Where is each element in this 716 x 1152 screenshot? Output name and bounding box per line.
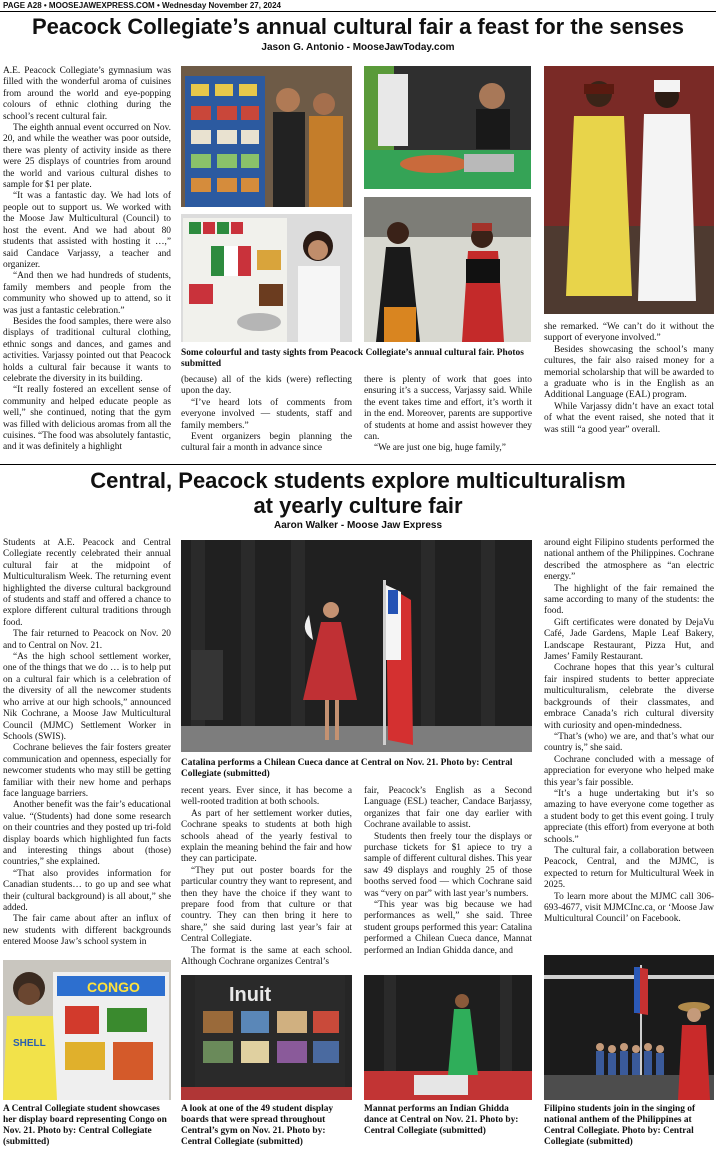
inuit-board-text: Inuit [229,984,272,1006]
photo-dancers [364,197,531,342]
story2-byline: Aaron Walker - Moose Jaw Express [273,520,443,531]
photo-inuit-board [181,975,352,1100]
traditional-clothing-illustration [544,66,714,314]
article-paragraph: she remarked. “We can’t do it without the support of everyone involved.” [544,322,714,344]
main-photo-caption: Catalina performs a Chilean Cueca dance at Central on Nov. 21. Photo by: Central Collegiate (submitted) [181,758,513,779]
article-paragraph: “We are just one big, huge family,” [374,443,506,454]
article-paragraph: Besides showcasing the school’s many cultures, the fair also raised money for a memorial scholarship that will be awarded to a graduate who is in the English as an Additional Language (EAL) program. [544,344,714,401]
article-paragraph: “It’s a huge undertaking but it’s so amazing to have everyone come together as a student body to get this event going. I truly appreciate (this effort) from everyone at both schools.” [544,788,714,845]
mexico-board-illustration [181,214,352,342]
story1-photo-caption: Some colourful and tasty sights from Peacock Collegiate’s annual cultural fair. Photos submitted [181,348,524,369]
article-paragraph: recent years. Ever since, it has become a well-rooted tradition at both schools. [181,786,352,808]
page-folio: PAGE A28 • MOOSEJAWEXPRESS.COM • Wednesday November 27, 2024 [3,1,281,10]
story1-column-4 [544,322,714,457]
article-paragraph: Cochrane hopes that this year’s cultural fair inspired students to better appreciate multiculturalism, celebrate the diverse backgrounds of their classmates, and embrace Canada’s rich cultural diversity with curiosity and open-mindedness. [544,663,714,731]
article-paragraph: there is plenty of work that goes into ensuring it’s a success, Varjassy said. While the event takes time and effort, it’s worth it in the end. Moreover, parents are supportive of students at home and assist however they can. [364,375,532,443]
article-paragraph: “This year was big because we had performances as well,” she said. Three student groups performed this year: Catalina performed a Chilean Cueca dance, Mannat performed an Indian Ghidda dance, and [364,900,532,956]
photo-mexico-board [181,214,352,342]
article-paragraph: The cultural fair, a collaboration between Peacock, Central, and the MJMC, is expected to return for Multicultural Week in 2025. [544,845,714,891]
display-board-illustration [181,66,352,207]
shell-shirt-text: SHELL [13,1038,46,1049]
article-paragraph: While Varjassy didn’t have an exact total of what the event raised, she noted that it was still “a good year” overall. [544,401,714,435]
article-paragraph: “As the high school settlement worker, one of the things that we do … is to help put on a cultural fair which is a celebration of the diversity of all the newcomer students who arrive at our high schools,” announced Nik Cochrane, a Moose Jaw Multicultural Council (MJMC) Settlement Worker in Schools (SWIS). [3,652,171,742]
article-paragraph: Students then freely tour the displays or purchase tickets for $1 apiece to try a sample of different cultural dishes. This year saw 49 displays and roughly 25 of those booths served food — which Cochrane said was “very on par” with last year’s numbers. [364,831,532,899]
story2-headline-line2: at yearly culture fair [253,493,463,518]
inuit-photo-caption: A look at one of the 49 student display boards that were spread throughout Central’s gym on Nov. 21. Photo by: Central Collegiate (submitted) [181,1104,334,1147]
food-table-illustration [364,66,531,189]
photo-traditional-clothing [544,66,714,314]
story2-headline-line1: Central, Peacock students explore multiculturalism [90,468,626,493]
congo-board-text: CONGO [87,979,140,995]
photo-display-board [181,66,352,207]
folio-rule [0,11,716,12]
story1-column-3 [364,375,532,457]
article-paragraph: Gift certificates were donated by DejaVu Café, Jade Gardens, Maple Leaf Bakery, Landscape Restaurant, Pizza Hut, and James’ Family Restaurant. [544,617,714,663]
story1-column-1 [3,66,171,456]
article-paragraph: “They put out poster boards for the particular country they want to represent, and then they have the choice if they want to prepare food from that culture or that country. They can then bring it here to share,” she said during last year’s fair at Central Collegiate. [181,865,352,945]
article-paragraph: As part of her settlement worker duties, Cochrane speaks to students at both high schools ahead of the yearly festival to explain the meaning behind the fair and how they can participate. [181,808,352,865]
photo-ghidda-dance [364,975,532,1100]
article-paragraph: around eight Filipino students performed the national anthem of the Philippines. Cochrane described the atmosphere as “an electric energy.” [544,538,714,583]
congo-board-illustration [3,960,171,1100]
article-paragraph: Event organizers begin planning the cultural fair a month in advance since [181,432,352,454]
article-paragraph: Another benefit was the fair’s educational value. “(Students) had done some research on their countries and they posted up tri-fold display boards which highlighted fun facts and interesting things about (those) countries,” she explained. [3,800,171,868]
article-paragraph: “It really fostered an excellent sense of community and helped educate people as well,” she continued, noting that the gym was filled with delicious aromas from all the cuisines. “The food was absolutely fantastic, and it was definitely a highlight [3,385,171,453]
photo-congo-board [3,960,171,1100]
ghidda-dance-illustration [364,975,532,1100]
article-paragraph: (because) all of the kids (were) reflecting upon the day. [181,375,352,397]
article-paragraph: Besides the food samples, there were also displays of traditional cultural clothing, ethnic songs and dances, and games and activities. Varjassy pointed out that Peacock holds a cultural fair because it wants to celebrate the diversity in its building. [3,316,171,384]
article-paragraph: “That also provides information for Canadian students… to go up and see what their (cultural background) is all about,” she added. [3,868,171,913]
story1-headline: Peacock Collegiate’s annual cultural fair a feast for the senses [31,14,685,39]
article-paragraph: fair, Peacock’s English as a Second Language (ESL) teacher, Candace Barjassy, organizes that fair one day earlier with Cochrane available to assist. [364,786,532,831]
article-paragraph: Cochrane concluded with a message of appreciation for everyone who helped make this year’s fair possible. [544,754,714,788]
dancers-illustration [364,197,531,342]
story-divider [0,464,716,465]
article-paragraph: “It was a fantastic day. We had lots of people out to support us. We worked with the Moose Jaw Multicultural (Council) to host the event. And we had about 80 students that assisted with hosting it …,” said Candace Varjassy, a teacher and organizer. [3,191,171,270]
story2-column-4 [544,538,714,946]
article-paragraph: Cochrane believes the fair fosters greater communication and openness, especially for newcomer students who may still be getting familiar with their new home and perhaps face language barriers. [3,743,171,799]
article-paragraph: The fair came about after an influx of new students with different backgrounds entered Moose Jaw’s school system in [3,914,171,948]
article-paragraph: “I’ve heard lots of comments from everyone involved — students, staff and family members.” [181,397,352,431]
article-paragraph: The eighth annual event occurred on Nov. 20, and while the weather was poor outside, there was plenty of activity inside as there were 25 displays of countries from around the world and various cultural dishes to sample for $1 per plate. [3,123,171,191]
photo-cueca-dance [181,540,532,752]
article-paragraph: To learn more about the MJMC call 306-693-4677, visit MJMCInc.ca, or ‘Moose Jaw Multicultural Council’ on Facebook. [544,891,714,925]
story1-column-2 [181,375,352,457]
story2-column-3 [364,786,532,956]
anthem-photo-caption: Filipino students join in the singing of national anthem of the Philippines at Central Collegiate. Photo by: Central Collegiate (submitted) [544,1104,696,1147]
congo-photo-caption: A Central Collegiate student showcases her display board representing Congo on Nov. 21. Photo by: Central Collegiate (submitted) [3,1104,167,1147]
article-paragraph: The fair returned to Peacock on Nov. 20 and to Central on Nov. 21. [3,629,171,651]
article-paragraph: “That’s (who) we are, and that’s what our country is,” she said. [544,731,714,754]
article-paragraph: The format is the same at each school. Although Cochrane organizes Central’s [181,945,352,968]
story2-column-1 [3,538,171,954]
article-paragraph: Students at A.E. Peacock and Central Collegiate recently celebrated their annual cultural fair at the midpoint of Multiculturalism Week. The returning event highlighted the diverse cultural background of students and staff and offered a chance to explore different cultural traditions through food. [3,538,171,628]
story2-column-2 [181,786,352,968]
filipino-anthem-illustration [544,955,714,1100]
ghidda-photo-caption: Mannat performs an Indian Ghidda dance at Central on Nov. 21. Photo by: Central Collegiate (submitted) [364,1104,519,1136]
inuit-board-illustration [181,975,352,1100]
story1-byline: Jason G. Antonio - MooseJawToday.com [261,42,455,53]
photo-food-table [364,66,531,189]
article-paragraph: The highlight of the fair remained the same according to many of the students: the food. [544,583,714,617]
article-paragraph: A.E. Peacock Collegiate’s gymnasium was filled with the wonderful aroma of cuisines from around the world and eye-popping colours of ethnic clothing during the school’s recent cultural fair. [3,66,171,122]
photo-filipino-anthem [544,955,714,1100]
article-paragraph: “And then we had hundreds of students, family members and people from the community who showed up to attend, so it was just a fantastic celebration.” [3,271,171,316]
cueca-dance-illustration [181,540,532,752]
